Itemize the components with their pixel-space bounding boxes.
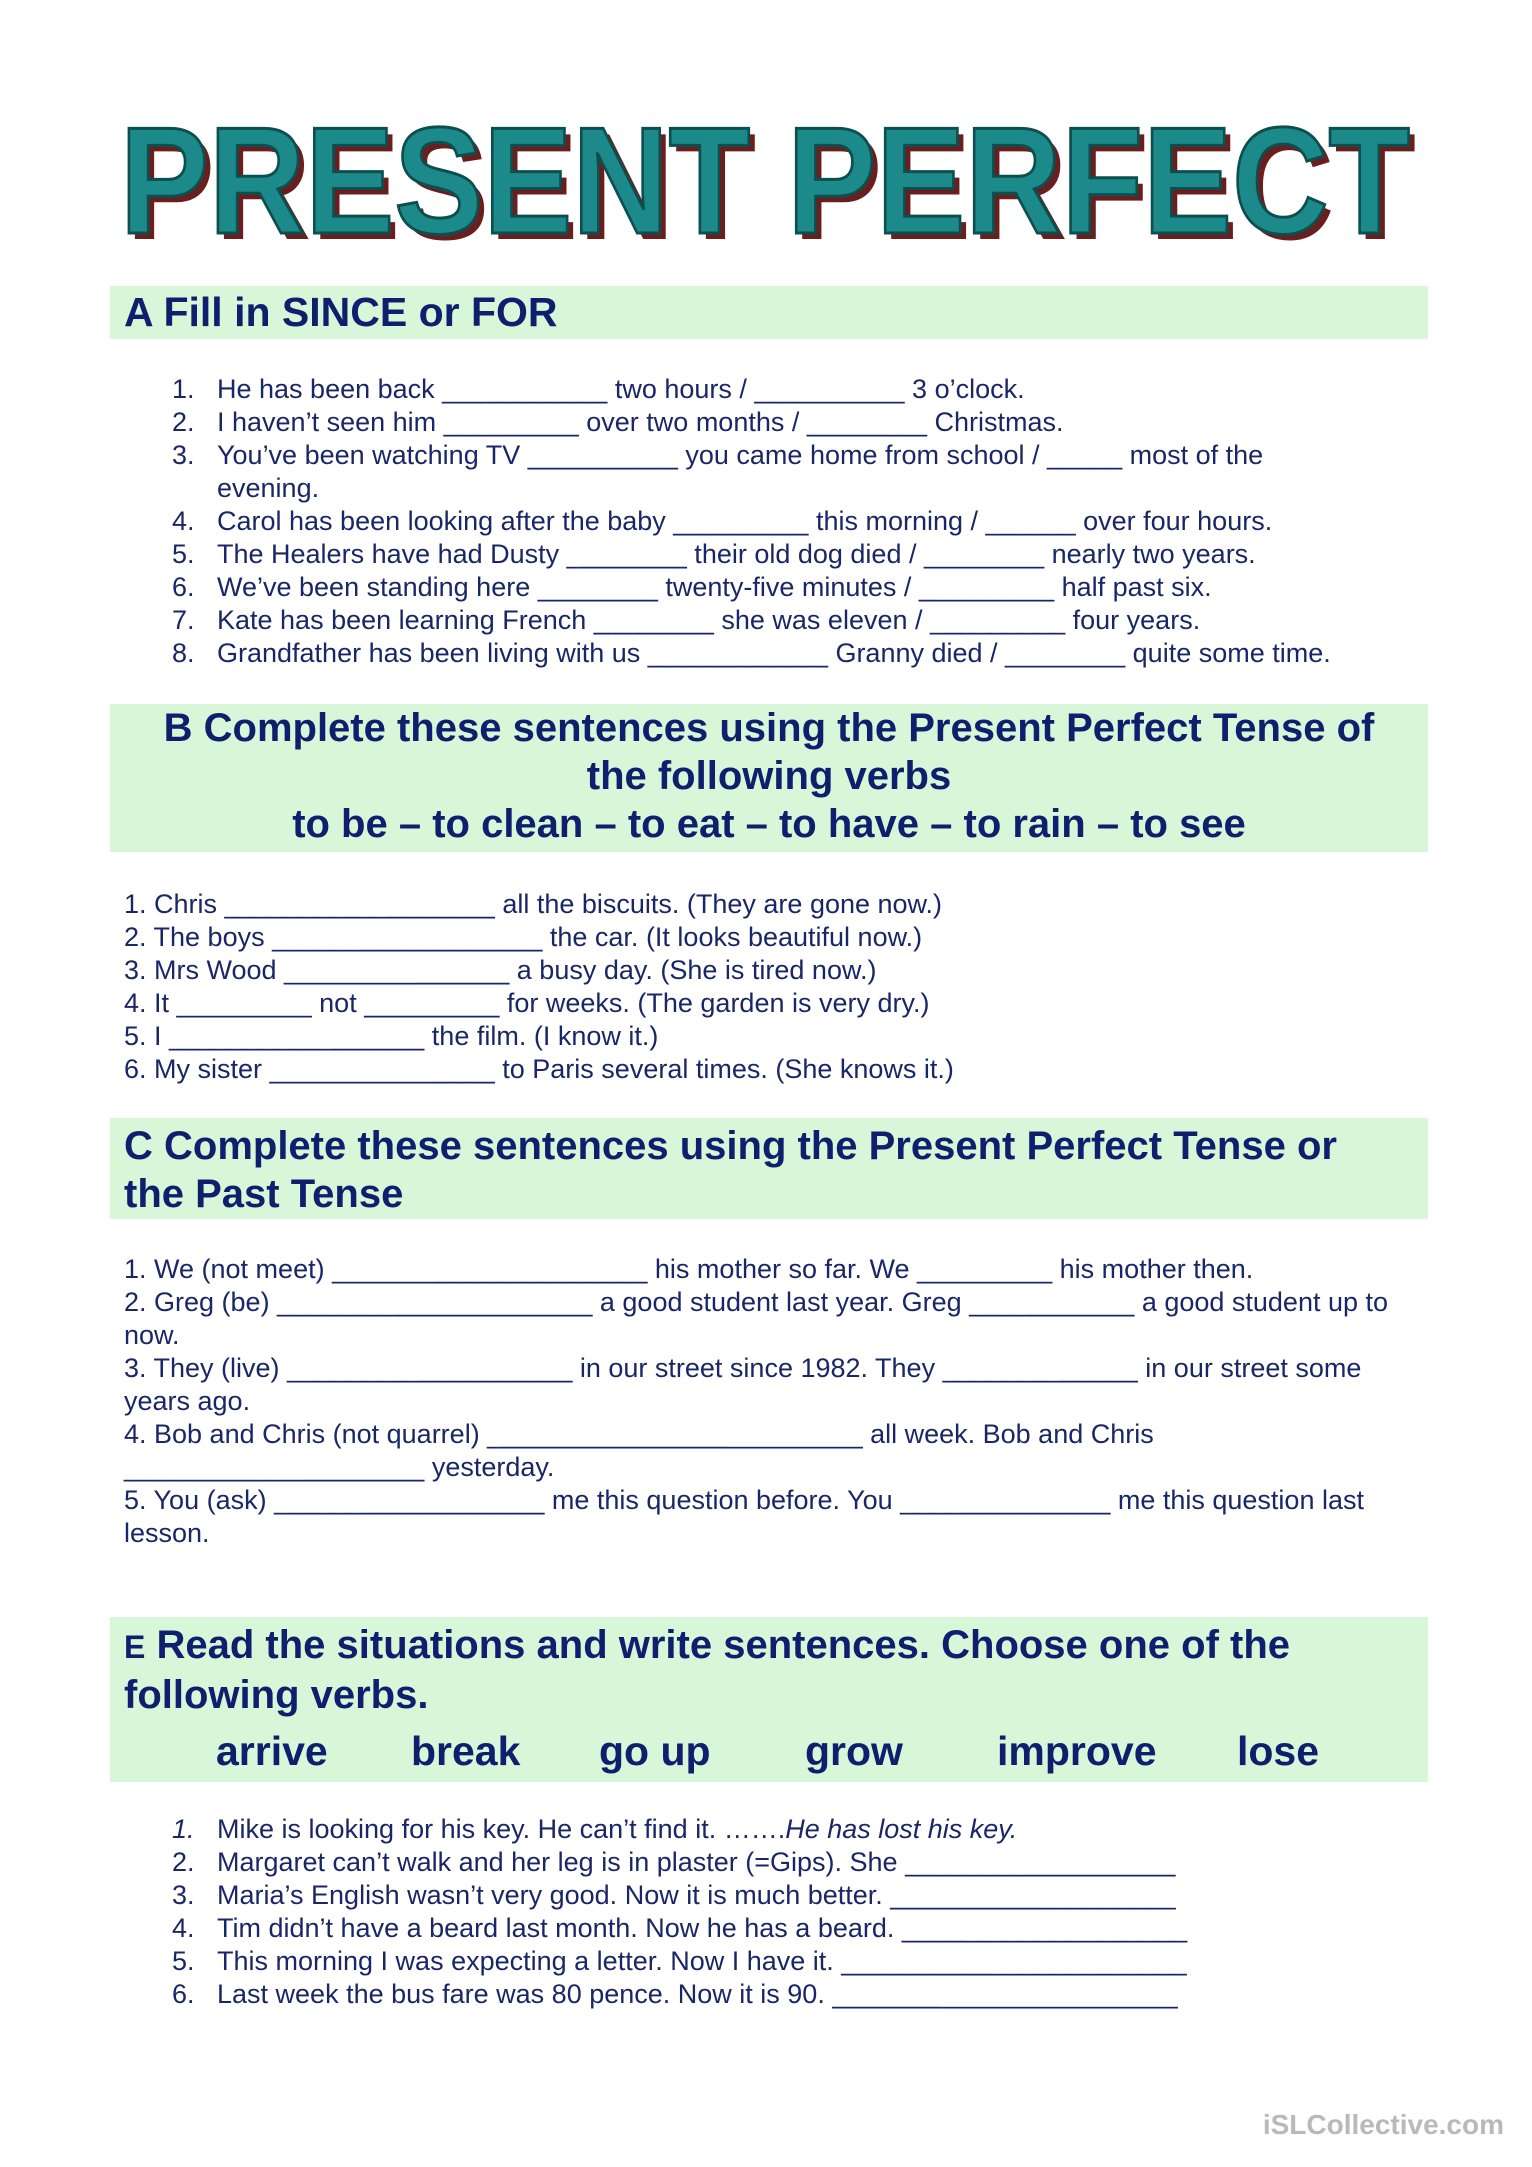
- list-item: 5. This morning I was expecting a letter. Now I have it. _______________________: [172, 1946, 1187, 1976]
- item-text: Kate has been learning French ________ she was eleven / _________ four years.: [217, 605, 1201, 635]
- list-item: 1. Mike is looking for his key. He can’t find it. …….He has lost his key.: [172, 1814, 1018, 1844]
- list-item: 4. Bob and Chris (not quarrel) _________________________ all week. Bob and Chris ____________________ yesterday.: [124, 1419, 1154, 1482]
- list-item: 2. I haven’t seen him _________ over two months / ________ Christmas.: [172, 407, 1064, 437]
- list-item: 4. It _________ not _________ for weeks. (The garden is very dry.): [124, 988, 930, 1018]
- list-item: 2. Margaret can’t walk and her leg is in plaster (=Gips). She __________________: [172, 1847, 1176, 1877]
- watermark: iSLCollective.com: [1262, 2109, 1504, 2140]
- item-text: Carol has been looking after the baby _________ this morning / ______ over four hours.: [217, 506, 1273, 536]
- list-item: 3. They (live) ___________________ in our street since 1982. They _____________ in our street some years ago.: [124, 1353, 1362, 1416]
- section-c-heading-line1: C Complete these sentences using the Present Perfect Tense or: [124, 1124, 1337, 1168]
- verb-item: go up: [599, 1728, 711, 1774]
- item-text: We’ve been standing here ________ twenty-five minutes / _________ half past six.: [217, 572, 1212, 602]
- list-item: 1. He has been back ___________ two hours / __________ 3 o’clock.: [172, 374, 1025, 404]
- verb-item: arrive: [216, 1728, 328, 1774]
- section-b-heading: [110, 704, 1428, 852]
- item-text: Last week the bus fare was 80 pence. Now it is 90. _______________________: [217, 1979, 1178, 2009]
- item-text: This morning I was expecting a letter. Now I have it. _______________________: [217, 1946, 1187, 1976]
- list-item: 6. We’ve been standing here ________ twenty-five minutes / _________ half past six.: [172, 572, 1212, 602]
- list-item: 6. Last week the bus fare was 80 pence. Now it is 90. _______________________: [172, 1979, 1178, 2009]
- section-c-heading: [110, 1118, 1428, 1219]
- item-text: He has been back ___________ two hours / __________ 3 o’clock.: [217, 374, 1025, 404]
- page-title-text: PRESENT PERFECT: [120, 112, 1410, 262]
- item-text: Mike is looking for his key. He can’t find it. …….: [217, 1814, 786, 1844]
- verb-item: grow: [805, 1728, 903, 1774]
- example-answer: He has lost his key.: [785, 1814, 1018, 1844]
- item-text: Tim didn’t have a beard last month. Now he has a beard. ___________________: [217, 1913, 1188, 1943]
- verb-item: improve: [997, 1728, 1157, 1774]
- verb-item: break: [411, 1728, 521, 1774]
- section-b-heading-line2: the following verbs: [586, 754, 952, 798]
- item-text: Margaret can’t walk and her leg is in plaster (=Gips). She __________________: [217, 1847, 1176, 1877]
- item-text: I haven’t seen him _________ over two months / ________ Christmas.: [217, 407, 1064, 437]
- section-b-list: [124, 888, 1374, 1086]
- section-b-heading-line1: B Complete these sentences using the Present Perfect Tense of: [163, 706, 1375, 750]
- page-title-shadow: PRESENT PERFECT: [126, 112, 1416, 262]
- list-item: 8. Grandfather has been living with us ____________ Granny died / ________ quite some time.: [172, 638, 1331, 668]
- list-item: 5. The Healers have had Dusty ________ their old dog died / ________ nearly two years.: [172, 539, 1256, 569]
- list-item: 2. The boys __________________ the car. (It looks beautiful now.): [124, 922, 923, 952]
- section-a-list: [172, 373, 1422, 670]
- list-item: [172, 472, 1422, 505]
- item-text: Grandfather has been living with us ____________ Granny died / ________ quite some time.: [217, 638, 1331, 668]
- list-item: 5. You (ask) __________________ me this question before. You ______________ me this question last lesson.: [124, 1485, 1364, 1548]
- item-text: You’ve been watching TV __________ you came home from school / _____ most of the: [217, 440, 1264, 470]
- section-b-verb-list: to be – to clean – to eat – to have – to rain – to see: [292, 802, 1246, 846]
- list-item: 2. Greg (be) _____________________ a good student last year. Greg ___________ a good student up to now.: [124, 1287, 1389, 1350]
- item-text: The Healers have had Dusty ________ their old dog died / ________ nearly two years.: [217, 539, 1256, 569]
- list-item: 7. Kate has been learning French ________ she was eleven / _________ four years.: [172, 605, 1201, 635]
- section-e-list: [172, 1813, 1422, 2011]
- item-text: Maria’s English wasn’t very good. Now it is much better. ___________________: [217, 1880, 1176, 1910]
- list-item: 3. Mrs Wood _______________ a busy day. (She is tired now.): [124, 955, 877, 985]
- list-item: 4. Tim didn’t have a beard last month. Now he has a beard. ___________________: [172, 1913, 1188, 1943]
- section-e-heading: [110, 1617, 1428, 1782]
- page-title: [120, 112, 1420, 262]
- list-item: 1. We (not meet) _____________________ his mother so far. We _________ his mother then.: [124, 1254, 1254, 1284]
- item-text: evening.: [217, 473, 320, 503]
- section-c-heading-line2: the Past Tense: [124, 1172, 404, 1216]
- section-a-heading: A Fill in SINCE or FOR: [110, 286, 1428, 339]
- list-item: 3. Maria’s English wasn’t very good. Now it is much better. ___________________: [172, 1880, 1176, 1910]
- list-item: 5. I _________________ the film. (I know it.): [124, 1021, 659, 1051]
- section-e-heading-line2: following verbs.: [124, 1673, 429, 1717]
- list-item: 6. My sister _______________ to Paris several times. (She knows it.): [124, 1054, 954, 1084]
- verb-bank: [110, 1727, 1428, 1775]
- list-item: 3. You’ve been watching TV __________ you came home from school / _____ most of the: [172, 440, 1264, 470]
- verb-item: lose: [1237, 1728, 1320, 1774]
- section-c-list: [124, 1253, 1424, 1550]
- list-item: 1. Chris __________________ all the biscuits. (They are gone now.): [124, 889, 943, 919]
- section-e-letter: E: [124, 1629, 146, 1665]
- section-e-heading-line1: Read the situations and write sentences. Choose one of the: [156, 1623, 1291, 1667]
- list-item: 4. Carol has been looking after the baby _________ this morning / ______ over four hours.: [172, 506, 1273, 536]
